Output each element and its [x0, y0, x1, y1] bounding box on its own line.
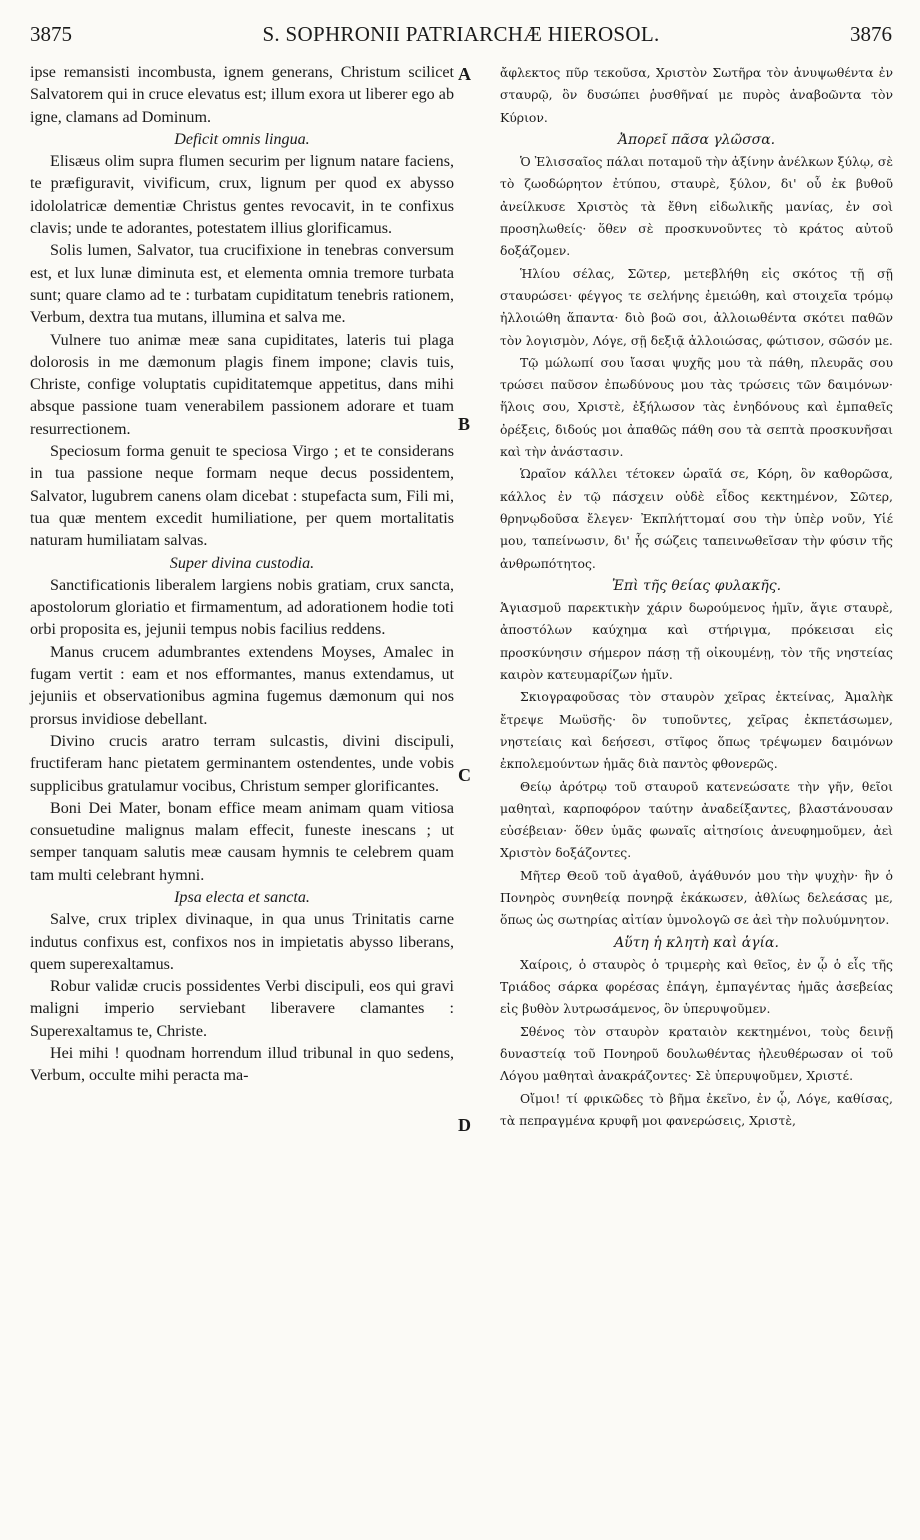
latin-paragraph: Manus crucem adumbrantes extendens Moyses, Amalec in fugam vertit : eam et nos efformantes, manus extendamus, ut jejuniis et observationibus agmina fugemus dæmonum qui nos prorsus invidiose debellant. — [30, 643, 454, 728]
section-marker-b: B — [458, 414, 471, 434]
greek-paragraph: Τῷ μώλωπί σου ἴασαι ψυχῆς μου τὰ πάθη, πλευρᾶς σου τρώσει παῦσον ἐπωδύνους μου τὰς τρώσεις τῶν δαιμόνων· ἥλοις σου, Χριστὲ, ἐξήλωσον τὰς ἐνηδόνους καὶ ἐμπαθεῖς ὀρέξεις, διδούς μοι ἀπαθῶς πάθη σου τὰ σεπτὰ προσκυνῆσαι καὶ τὴν ἀνάστασιν. — [500, 354, 893, 460]
section-marker-d: D — [458, 1115, 471, 1135]
greek-paragraph: Ὡραῖον κάλλει τέτοκεν ὡραῖά σε, Κόρη, ὃν καθορῶσα, κάλλος ἐν τῷ πάσχειν οὐδὲ εἶδος κεκτημένον, Σῶτερ, θρηνῳδοῦσα ἔλεγεν· Ἐκπλήττομαί σου τὴν ὑπὲρ νοῦν, Υἱέ μου, ταπείνωσιν, δι' ἧς σώζεις ταπεινωθεῖσαν τὴν φύσιν τῆς ἀνθρωπότητος. — [500, 466, 893, 571]
greek-paragraph: Θείῳ ἀρότρῳ τοῦ σταυροῦ κατενεώσατε τὴν γῆν, θεῖοι μαθηταὶ, καρποφόρον ταύτην ἀναδείξαντες, βλαστάνουσαν εὐσέβειαν· ὅθεν ὑμᾶς φωναῖς αἰτησίοις ἀνευφημοῦμεν, ἀεὶ Χριστὸν δοξάζοντες. — [500, 778, 893, 861]
latin-paragraph: Boni Dei Mater, bonam effice meam animam quam vitiosa consuetudine malignus malam effecit, funeste inescans ; ut semper tanquam salutis meæ causam hymnis te celebrem quam tam multi celebrant hymni. — [30, 799, 454, 884]
latin-paragraph: Vulnere tuo animæ meæ sana cupiditates, lateris tui plaga dolorosis in me dæmonum plagis finem impone; clavis tuis, Christe, confige voluptatis cupiditatemque appetitus, dans mihi absque passione tuam venerabilem passionem adorare et tuam resurrectionem. — [30, 331, 454, 438]
latin-paragraph: Elisæus olim supra flumen securim per lignum natare faciens, te præfiguravit, vivificum, crux, lignum per quod ex abysso idololatricæ dementiæ Christus gentes revocavit, in te confixus clavis; unde te adorantes, potestatem illius glorificamus. — [30, 153, 454, 238]
page-header — [30, 22, 892, 54]
greek-paragraph: Μῆτερ Θεοῦ τοῦ ἀγαθοῦ, ἀγάθυνόν μου τὴν ψυχὴν· ἣν ὁ Πονηρὸς συνηθείᾳ πονηρᾷ ἐκάκωσεν, ἀθλίως δελεάσας με, ὅπως ὡς σωτηρίας αἰτίαν ὑμνολογῶ σε ἀεὶ τὴν πολυύμνητον. — [500, 867, 893, 928]
greek-section-heading: Αὕτη ἡ κλητὴ καὶ ἁγία. — [614, 934, 779, 951]
greek-paragraph: Ἡλίου σέλας, Σῶτερ, μετεβλήθη εἰς σκότος τῇ σῇ σταυρώσει· φέγγος τε σελήνης ἐμειώθη, καὶ στοιχεῖα τρόμῳ ἠλλοιώθη ἅπαντα· διὸ βοῶ σοι, ἀλλοιωθέντα σκότει παθῶν τὸν λογισμὸν, Λόγε, σῇ δεξιᾷ ἀλλοιώσας, φώτισον, σῶσόν με. — [500, 265, 893, 348]
latin-paragraph: ipse remansisti incombusta, ignem generans, Christum scilicet Salvatorem qui in cruce elevatus est; illum exora ut liberer ego ab igne, clamans ad Dominum. — [30, 64, 454, 126]
latin-paragraph: Hei mihi ! quodnam horrendum illud tribunal in quo sedens, Verbum, occulte mihi peracta ma- — [30, 1045, 454, 1085]
greek-paragraph: ἄφλεκτος πῦρ τεκοῦσα, Χριστὸν Σωτῆρα τὸν ἀνυψωθέντα ἐν σταυρῷ, ὃν δυσώπει ῥυσθῆναί με πυρὸς ἀναβοῶντα τὸν Κύριον. — [500, 65, 893, 125]
page-number-right: 3876 — [850, 22, 892, 46]
section-marker-a: A — [458, 64, 471, 84]
greek-section-heading: Ἀπορεῖ πᾶσα γλῶσσα. — [617, 131, 776, 148]
greek-section-heading: Ἐπὶ τῆς θείας φυλακῆς. — [611, 577, 782, 594]
page-number-left: 3875 — [30, 22, 72, 46]
latin-section-heading: Deficit omnis lingua. — [174, 130, 310, 148]
latin-section-heading: Ipsa electa et sancta. — [174, 888, 310, 906]
latin-paragraph: Solis lumen, Salvator, tua crucifixione in tenebras conversum est, et lux lunæ diminuta est, et elementa omnia tremore turbata sunt; quare clamo ad te : turbatam cupiditatum tenebris rationem, Verbum, dextra tua mutans, illumina et salva me. — [30, 242, 454, 327]
latin-paragraph: Divino crucis aratro terram sulcastis, divini discipuli, fructiferam hanc pietatem germinantem ostendentes, unde vobis supplicibus gratulamur vocibus, Christum semper glorificantes. — [30, 732, 454, 795]
latin-paragraph: Salve, crux triplex divinaque, in qua unus Trinitatis carne indutus confixus est, confixos nos in impietatis abysso liberans, quem superexaltamus. — [30, 911, 454, 973]
latin-paragraph: Speciosum forma genuit te speciosa Virgo ; et te considerans in tua passione neque formam neque decus possidentem, Salvator, lugubrem canens olam dicebat : stupefacta sum, Fili mi, tua quæ mentem excedit humiliatione, per quem mortalitatis naturam humiliatam salvas. — [30, 443, 454, 550]
greek-paragraph: Ὁ Ἐλισσαῖος πάλαι ποταμοῦ τὴν ἀξίνην ἀνέλκων ξύλῳ, σὲ τὸ ζωοδώρητον ἐτύπου, σταυρὲ, ξύλον, δι' οὗ ἐκ βυθοῦ ἀνείλκυσε Χριστὸς τὰ ἔθνη εἰδωλικῆς μανίας, ἐν σοὶ προσηλωθείς· ὅθεν σὲ προσκυνοῦντες τὸ κράτος αὐτοῦ δοξάζομεν. — [500, 154, 893, 259]
greek-paragraph: Σκιογραφοῦσας τὸν σταυρὸν χεῖρας ἐκτείνας, Ἀμαλὴκ ἔτρεψε Μωϋσῆς· ὃν τυποῦντες, χεῖρας ἐκπετάσωμεν, νηστείαις καὶ δεήσεσι, στῖφος ὅπως τρέψωμεν δαιμόνων ἐκπολεμούντων ἡμᾶς διὰ παντὸς φθονερῶς. — [500, 689, 893, 772]
running-title: S. SOPHRONII PATRIARCHÆ HIEROSOL. — [262, 22, 660, 46]
latin-paragraph: Sanctificationis liberalem largiens nobis gratiam, crux sancta, apostolorum gloriatio et firmamentum, ad adorationem hodie toti orbi proposita es, jejunii tempus nobis facilius reddens. — [30, 576, 454, 639]
latin-column — [30, 62, 454, 1088]
latin-section-heading: Super divina custodia. — [169, 554, 315, 572]
greek-paragraph: Χαίροις, ὁ σταυρὸς ὁ τριμερὴς καὶ θεῖος, ἐν ᾧ ὁ εἷς τῆς Τριάδος σάρκα φορέσας ἐπάγη, ἐμπαγέντας ἡμᾶς ἀσεβείας εἰς βυθὸν λυτρωσάμενος, ὃν ὑπερυψοῦμεν. — [500, 956, 893, 1017]
greek-paragraph: Σθένος τὸν σταυρὸν κραταιὸν κεκτημένοι, τοὺς δεινῇ δυναστείᾳ τοῦ Πονηροῦ δουλωθέντας ἠλευθέρωσαν οἱ τοῦ Λόγου μαθηταὶ ἀνακράζοντες· Σὲ ὑπερυψοῦμεν, Χριστέ. — [500, 1023, 893, 1084]
section-marker-c: C — [458, 765, 471, 785]
greek-paragraph: Οἴμοι! τί φρικῶδες τὸ βῆμα ἐκεῖνο, ἐν ᾧ, Λόγε, καθίσας, τὰ πεπραγμένα κρυφῆ μοι φανερώσεις, Χριστὲ, — [500, 1090, 893, 1128]
latin-paragraph: Robur validæ crucis possidentes Verbi discipuli, eos qui gravi maligni imperio serviebant liberavere clamantes : Superexaltamus te, Christe. — [30, 978, 454, 1040]
greek-column — [500, 62, 893, 1132]
greek-paragraph: Ἁγιασμοῦ παρεκτικὴν χάριν δωρούμενος ἡμῖν, ἅγιε σταυρὲ, ἀποστόλων καύχημα καὶ στήριγμα, πρόκεισαι εἰς προσκύνησιν σήμερον πάσῃ τῇ οἰκουμένῃ, τὸν τῆς νηστείας καιρὸν κατευμαρίζων ἡμῖν. — [500, 600, 893, 683]
